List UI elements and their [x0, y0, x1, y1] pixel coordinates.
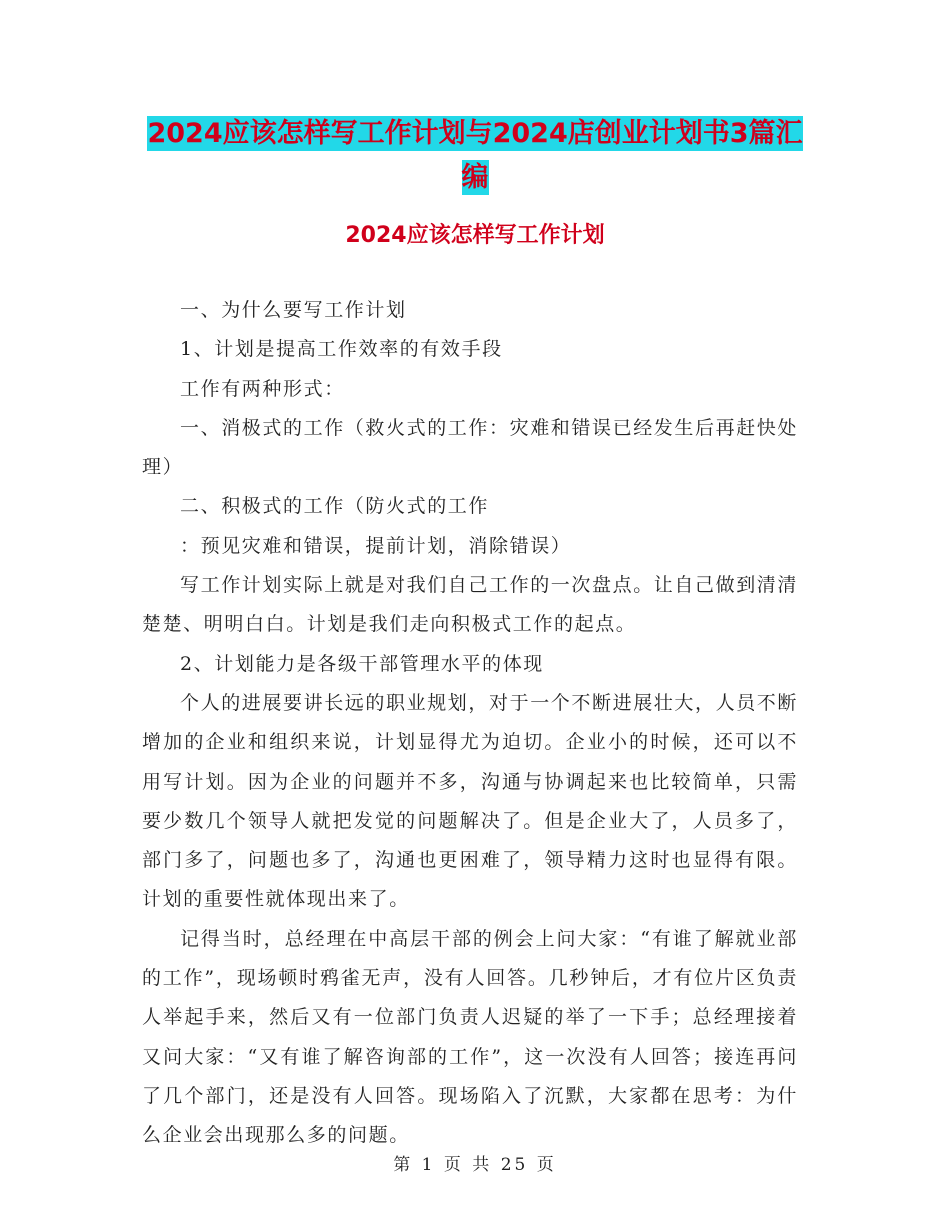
section-heading: 2024应该怎样写工作计划	[345, 223, 605, 248]
paragraph: 一、消极式的工作（救火式的工作：灾难和错误已经发生后再赶快处理）	[142, 416, 799, 479]
paragraph: 工作有两种形式：	[180, 377, 345, 400]
document-body	[142, 291, 798, 1156]
paragraph: 记得当时，总经理在中高层干部的例会上问大家：“有谁了解就业部的工作”，现场顿时鸦雀无声，没有人回答。几秒钟后，才有位片区负责人举起手来，然后又有一位部门负责人迟疑的举了一下手；总经理接着又问大家：“又有谁了解咨询部的工作”，这一次没有人回答；接连再问了几个部门，还是没有人回答。现场陷入了沉默，大家都在思考：为什么企业会出现那么多的问题。	[142, 927, 798, 1147]
paragraph: 1、计划是提高工作效率的有效手段	[180, 338, 503, 361]
page-footer: 第 1 页 共 25 页	[393, 1155, 557, 1175]
paragraph: 一、为什么要写工作计划	[180, 299, 407, 321]
document-title	[140, 112, 810, 200]
paragraph: ：预见灾难和错误，提前计划，消除错误）	[180, 534, 572, 557]
title-line-1: 2024应该怎样写工作计划与2024店创业计划书3篇汇	[147, 118, 803, 149]
paragraph: 写工作计划实际上就是对我们自己工作的一次盘点。让自己做到清清楚楚、明明白白。计划是我们走向积极式工作的起点。	[142, 574, 799, 636]
title-line-2: 编	[461, 162, 489, 193]
paragraph: 二、积极式的工作（防火式的工作	[180, 495, 490, 518]
paragraph: 2、计划能力是各级干部管理水平的体现	[180, 652, 544, 675]
paragraph: 个人的进展要讲长远的职业规划，对于一个不断进展壮大，人员不断增加的企业和组织来说，计划显得尤为迫切。企业小的时候，还可以不用写计划。因为企业的问题并不多，沟通与协调起来也比较简单，只需要少数几个领导人就把发觉的问题解决了。但是企业大了，人员多了，部门多了，问题也多了，沟通也更困难了，领导精力这时也显得有限。计划的重要性就体现出来了。	[142, 691, 799, 911]
